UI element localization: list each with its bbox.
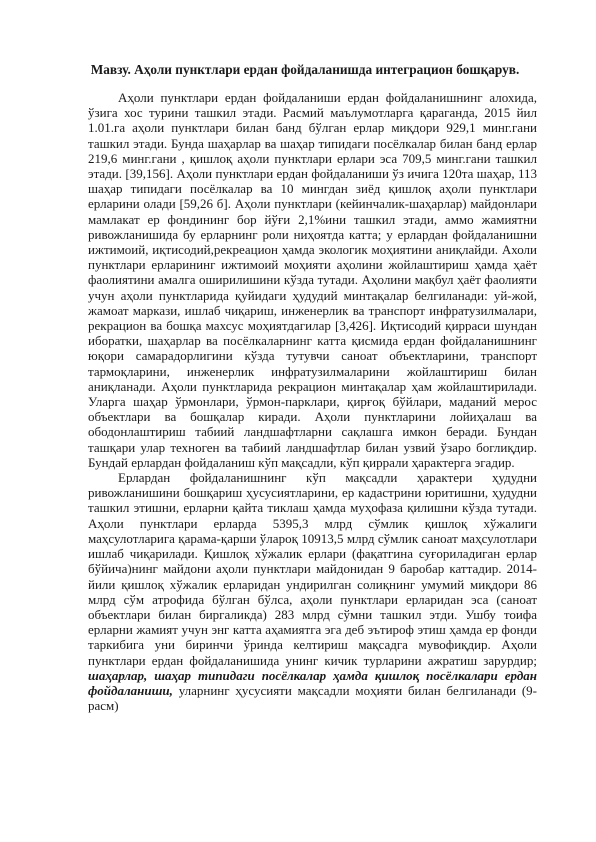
document-body (88, 90, 537, 713)
paragraph-2 (88, 470, 537, 713)
paragraph-1: Аҳоли пунктлари ердан фойдаланиши ердан фойдаланишнинг алохида, ўзига хос турини ташкил этади. Расмий маълумотларга қараганда, 2015 йил 1.01.га аҳоли пунктлари билан банд бўлган ерлар миқдори 929,1 минг.гани ташкил этади. Бунда шаҳарлар ва шаҳар типидаги посёлкалар билан банд ерлар 219,6 минг.гани , қишлоқ аҳоли пунктлари ерлари эса 709,5 минг.гани ташкил этади. [39,156]. Аҳоли пунктлари ердан фойдаланиши ўз ичига 120та шаҳар, 113 шаҳар типидаги посёлкалар ва 10 мингдан зиёд қишлоқ аҳоли пунктлари ерларини олади [59,26 б]. Аҳоли пунктлари (кейинчалик-шаҳарлар) майдонлари мамлакат ер фондининг бор йўғи 2,1%ини ташкил этади, аммо жамиятни ривожланишида бу ерларнинг роли ниҳоятда катта; у ерлардан фойдаланишни ижтимоий, иқтисодий,рекреацион ҳамда экологик моҳиятини аниқлайди. Ахоли пунктлари ерларининг ижтимоий моҳияти аҳолини жойлаштириш ҳамда ҳаёт фаолиятини амалга оширилишини кўзда тутади. Аҳолини мақбул ҳаёт фаолияти учун аҳоли пунктларида қуйидаги ҳудудий минтақалар белгиланади: уй-жой, жамоат маркази, ишлаб чиқариш, инженерлик ва транспорт инфратузилмалари, рекрацион ва бошқа махсус моҳиятдагилар [3,426]. Иқтисодий қирраси шундан иборатки, шаҳарлар ва посёлкаларнинг катта қисмида ердан фойдаланишнинг юқори самарадорлигини кўзда тутувчи саноат объектларини, транспорт тармоқларини, инженерлик инфратузилмаларини жойлаштириш билан аниқланади. Аҳоли пунктларида рекрацион минтақалар ҳам жойлаштирилади. Уларга шаҳар ўрмонлари, ўрмон-парклари, қирғоқ бўйлари, маданий мерос объектлари ва бошқалар киради. Аҳоли пунктларини лойиҳалаш ва ободонлаштириш табиий ландшафтларни сақлашга имкон беради. Бундан ташқари улар техноген ва табиий ландшафтлар билан узвий ўзаро боглиқдир. Бундай ерлардан фойдаланиш кўп мақсадли, кўп қиррали ҳарактерга эгадир. (88, 90, 537, 470)
document-title: Мавзу. Аҳоли пунктлари ердан фойдаланишда интеграцион бошқарув. (90, 62, 520, 77)
paragraph-2-emphasis: шаҳарлар, шаҳар типидаги посёлкалар ҳамда қишлоқ посёлкалари ердан фойдаланиши, (88, 667, 537, 698)
paragraph-2-text-start: Ерлардан фойдаланишнинг кўп мақсадли ҳарактери ҳудудни ривожланишини бошқариш ҳусусиятларини, ер кадастрини юритишни, ҳудудни ташкил этишни, ерларни қайта тиклаш ҳамда муҳофаза қилишни кўзда тутади. Аҳоли пунктлари ерларда 5395,3 млрд сўмлик қишлоқ хўжалиги маҳсулотларига қарама-қарши ўлароқ 10913,5 млрд сўмлик саноат маҳсулотлари ишлаб чиқарилади. Қишлоқ хўжалик ерлари (фақатгина суғориладиган ерлар бўйича)нинг майдони аҳоли пунктлари майдонидан 9 баробар каттадир. 2014-йили қишлоқ хўжалик ерларидан ундирилган солиқнинг умумий миқдори 86 млрд сўм атрофида бўлган бўлса, аҳоли пунктлари ерларидан эса (саноат объектлари билан биргаликда) 283 млрд сўмни ташкил этди. Ушбу тоифа ерларни жамият учун энг катта аҳамиятга эга деб эътироф этиш ҳамда ер фонди таркибига уни биринчи ўринда келтириш мақсадга мувофиқдир. Аҳоли пунктлари ердан фойдаланишида унинг кичик турларини ажратиш зарурдир; (88, 470, 537, 668)
paragraph-2-text-end: уларнинг ҳусусияти мақсадли моҳияти билан белгиланади (9-расм) (88, 682, 537, 714)
